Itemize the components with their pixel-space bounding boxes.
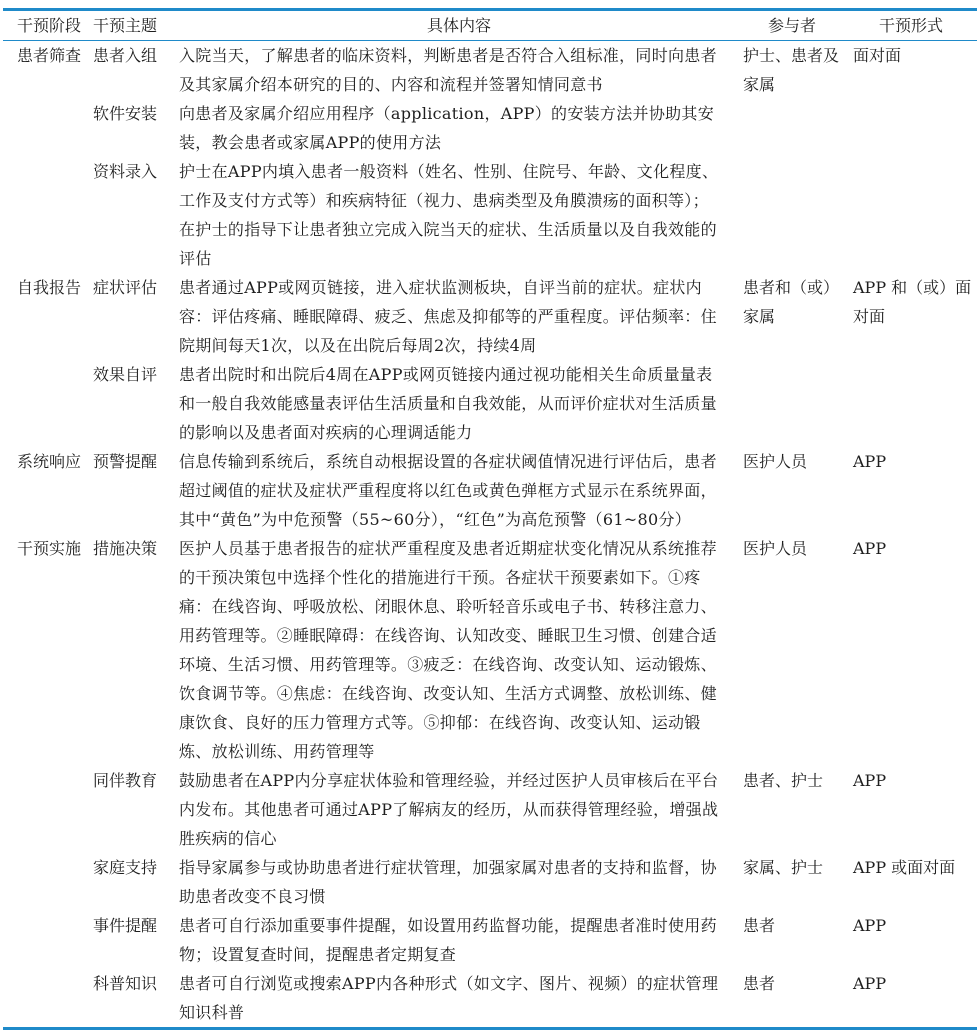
table-row xyxy=(3,157,977,273)
table-row xyxy=(3,99,977,157)
table-row xyxy=(3,911,977,969)
cell-form: APP xyxy=(853,452,887,471)
cell-topic: 症状评估 xyxy=(93,278,158,297)
cell-participants: 患者 xyxy=(743,916,776,935)
header-stage: 干预阶段 xyxy=(17,16,82,35)
cell-participants xyxy=(739,360,845,447)
cell-content: 患者出院时和出院后4周在APP或网页链接内通过视功能相关生命质量量表和一般自我效能感量表评估生活质量和自我效能，从而评价症状对生活质量的影响以及患者面对疾病的心理调适能力 xyxy=(179,365,717,442)
cell-topic: 家庭支持 xyxy=(93,858,158,877)
cell-content: 鼓励患者在APP内分享症状体验和管理经验，并经过医护人员审核后在平台内发布。其他患者可通过APP了解病友的经历，从而获得管理经验，增强战胜疾病的信心 xyxy=(179,771,719,848)
cell-stage: 自我报告 xyxy=(17,278,82,297)
intervention-table xyxy=(3,8,977,1030)
header-participants: 参与者 xyxy=(767,16,816,35)
cell-content: 指导家属参与或协助患者进行症状管理，加强家属对患者的支持和监督，协助患者改变不良习惯 xyxy=(179,858,717,906)
cell-stage: 系统响应 xyxy=(17,452,82,471)
cell-stage xyxy=(3,969,89,1029)
cell-participants: 护士、患者及家属 xyxy=(743,46,840,94)
cell-stage xyxy=(3,99,89,157)
table-row xyxy=(3,534,977,766)
cell-content: 患者通过APP或网页链接，进入症状监测板块，自评当前的症状。症状内容：评估疼痛、睡眠障碍、疲乏、焦虑及抑郁等的严重程度。评估频率：住院期间每天1次，以及在出院后每周2次，持续4周 xyxy=(179,278,717,355)
cell-stage xyxy=(3,853,89,911)
cell-topic: 软件安装 xyxy=(93,104,158,123)
cell-stage xyxy=(3,157,89,273)
table-row xyxy=(3,853,977,911)
cell-stage: 干预实施 xyxy=(17,539,82,558)
header-form: 干预形式 xyxy=(878,16,943,35)
cell-content: 患者可自行添加重要事件提醒，如设置用药监督功能，提醒患者准时使用药物；设置复查时间，提醒患者定期复查 xyxy=(179,916,717,964)
cell-stage xyxy=(3,766,89,853)
cell-content: 护士在APP内填入患者一般资料（姓名、性别、住院号、年龄、文化程度、工作及支付方式等）和疾病特征（视力、患病类型及角膜溃疡的面积等）；在护士的指导下让患者独立完成入院当天的症状、生活质量以及自我效能的评估 xyxy=(179,162,719,268)
cell-stage xyxy=(3,911,89,969)
cell-stage xyxy=(3,360,89,447)
cell-content: 信息传输到系统后，系统自动根据设置的各症状阈值情况进行评估后，患者超过阈值的症状及症状严重程度将以红色或黄色弹框方式显示在系统界面，其中“黄色”为中危预警（55~60分），“红色”为高危预警（61~80分） xyxy=(179,452,717,529)
header-topic: 干预主题 xyxy=(93,16,158,35)
cell-topic: 预警提醒 xyxy=(93,452,158,471)
table-body xyxy=(3,41,977,1029)
cell-participants: 患者 xyxy=(743,974,776,993)
table-row xyxy=(3,360,977,447)
cell-topic: 效果自评 xyxy=(93,365,158,384)
cell-participants: 患者、护士 xyxy=(743,771,824,790)
cell-form: APP 和（或）面对面 xyxy=(853,278,972,326)
table-row xyxy=(3,447,977,534)
table-row xyxy=(3,273,977,360)
cell-topic: 事件提醒 xyxy=(93,916,158,935)
cell-form: APP xyxy=(853,771,887,790)
cell-topic: 科普知识 xyxy=(93,974,158,993)
cell-stage: 患者筛查 xyxy=(17,46,82,65)
table-header-row xyxy=(3,10,977,41)
cell-form: APP xyxy=(853,539,887,558)
cell-form: APP xyxy=(853,974,887,993)
cell-participants: 家属、护士 xyxy=(743,858,824,877)
cell-content: 患者可自行浏览或搜索APP内各种形式（如文字、图片、视频）的症状管理知识科普 xyxy=(179,974,719,1022)
cell-topic: 措施决策 xyxy=(93,539,158,558)
cell-participants: 患者和（或）家属 xyxy=(743,278,840,326)
cell-form: APP 或面对面 xyxy=(853,858,956,877)
cell-topic: 资料录入 xyxy=(93,162,158,181)
header-content: 具体内容 xyxy=(426,16,491,35)
table-row xyxy=(3,969,977,1029)
cell-topic: 患者入组 xyxy=(93,46,158,65)
cell-form xyxy=(845,360,977,447)
cell-participants: 医护人员 xyxy=(743,539,808,558)
table-row xyxy=(3,766,977,853)
cell-content: 向患者及家属介绍应用程序（application，APP）的安装方法并协助其安装，教会患者或家属APP的使用方法 xyxy=(179,104,715,152)
cell-form xyxy=(845,157,977,273)
cell-form: 面对面 xyxy=(853,46,902,65)
cell-participants xyxy=(739,99,845,157)
cell-content: 入院当天，了解患者的临床资料，判断患者是否符合入组标准，同时向患者及其家属介绍本研究的目的、内容和流程并签署知情同意书 xyxy=(179,46,717,94)
cell-form: APP xyxy=(853,916,887,935)
cell-participants: 医护人员 xyxy=(743,452,808,471)
table-row xyxy=(3,41,977,100)
cell-form xyxy=(845,99,977,157)
cell-topic: 同伴教育 xyxy=(93,771,158,790)
cell-participants xyxy=(739,157,845,273)
cell-content: 医护人员基于患者报告的症状严重程度及患者近期症状变化情况从系统推荐的干预决策包中选择个性化的措施进行干预。各症状干预要素如下。①疼痛：在线咨询、呼吸放松、闭眼休息、聆听轻音乐或电子书、转移注意力、用药管理等。②睡眠障碍：在线咨询、认知改变、睡眠卫生习惯、创建合适环境、生活习惯、用药管理等。③疲乏：在线咨询、改变认知、运动锻炼、饮食调节等。④焦虑：在线咨询、改变认知、生活方式调整、放松训练、健康饮食、良好的压力管理方式等。⑤抑郁：在线咨询、改变认知、运动锻炼、放松训练、用药管理等 xyxy=(179,539,717,761)
